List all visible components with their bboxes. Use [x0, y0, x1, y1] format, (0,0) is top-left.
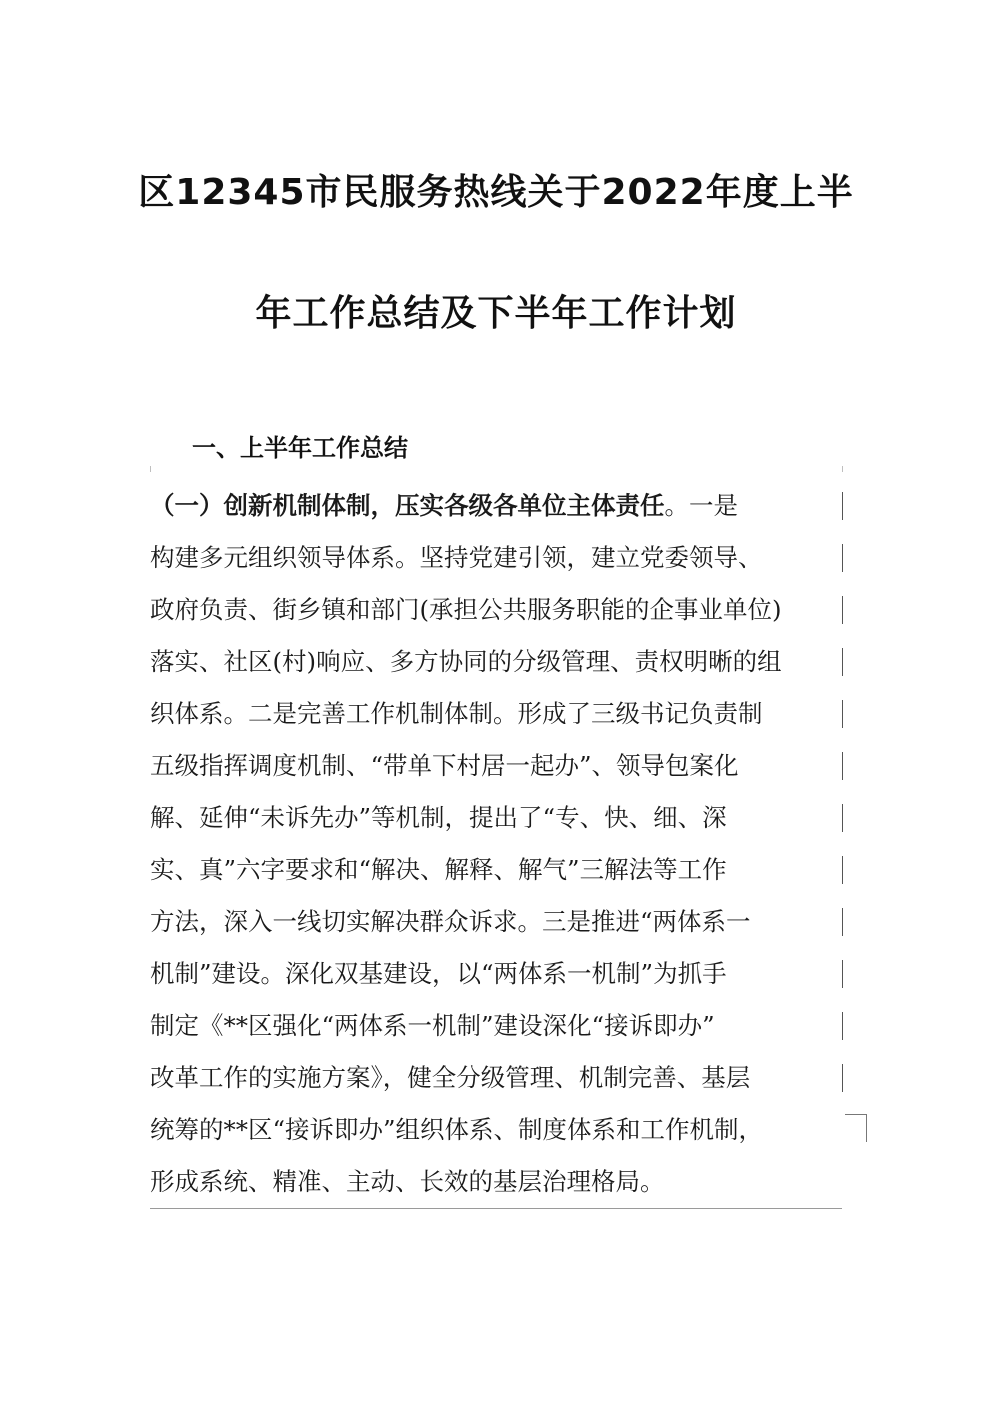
paragraph-lead-rest: 。一是 [664, 491, 738, 520]
bottom-divider [150, 1208, 842, 1209]
margin-marker [842, 700, 843, 728]
crop-tick-right [842, 466, 843, 472]
paragraph-line: 制定《**区强化“两体系一机制”建设深化“接诉即办” [150, 1011, 715, 1040]
margin-marker [842, 1012, 843, 1040]
margin-marker [842, 856, 843, 884]
crop-tick-left [150, 466, 151, 472]
margin-marker [842, 752, 843, 780]
overflow-corner-marker [845, 1114, 867, 1142]
margin-marker [842, 908, 843, 936]
paragraph-line: 解、延伸“未诉先办”等机制，提出了“专、快、细、深 [150, 803, 727, 832]
paragraph-line: 构建多元组织领导体系。坚持党建引领，建立党委领导、 [150, 543, 763, 572]
margin-marker [842, 492, 843, 520]
paragraph-line: 实、真”六字要求和“解决、解释、解气”三解法等工作 [150, 855, 727, 884]
paragraph-line: 形成系统、精准、主动、长效的基层治理格局。 [150, 1167, 665, 1196]
paragraph-line: 改革工作的实施方案》，健全分级管理、机制完善、基层 [150, 1063, 751, 1092]
margin-marker [842, 596, 843, 624]
paragraph-line-lead [150, 486, 738, 526]
margin-marker [842, 648, 843, 676]
margin-marker [842, 544, 843, 572]
paragraph-line: 落实、社区(村)响应、多方协同的分级管理、责权明晰的组 [150, 647, 782, 676]
document-title-line-2: 年工作总结及下半年工作计划 [255, 293, 737, 334]
paragraph-line: 织体系。二是完善工作机制体制。形成了三级书记负责制 [150, 699, 763, 728]
paragraph-line: 五级指挥调度机制、“带单下村居一起办”、领导包案化 [150, 751, 739, 780]
paragraph-line: 机制”建设。深化双基建设，以“两体系一机制”为抓手 [150, 959, 727, 988]
margin-marker [842, 804, 843, 832]
paragraph-lead-bold: （一）创新机制体制，压实各级各单位主体责任 [150, 491, 665, 520]
margin-marker [842, 960, 843, 988]
section-heading-first-half-summary: 一、上半年工作总结 [192, 434, 408, 462]
document-title-line-1: 区12345市民服务热线关于2022年度上半 [138, 172, 854, 213]
paragraph-line: 政府负责、街乡镇和部门(承担公共服务职能的企事业单位) [150, 595, 782, 624]
paragraph-line: 方法，深入一线切实解决群众诉求。三是推进“两体系一 [150, 907, 751, 936]
paragraph-line: 统筹的**区“接诉即办”组织体系、制度体系和工作机制， [150, 1115, 764, 1144]
margin-marker [842, 1064, 843, 1092]
